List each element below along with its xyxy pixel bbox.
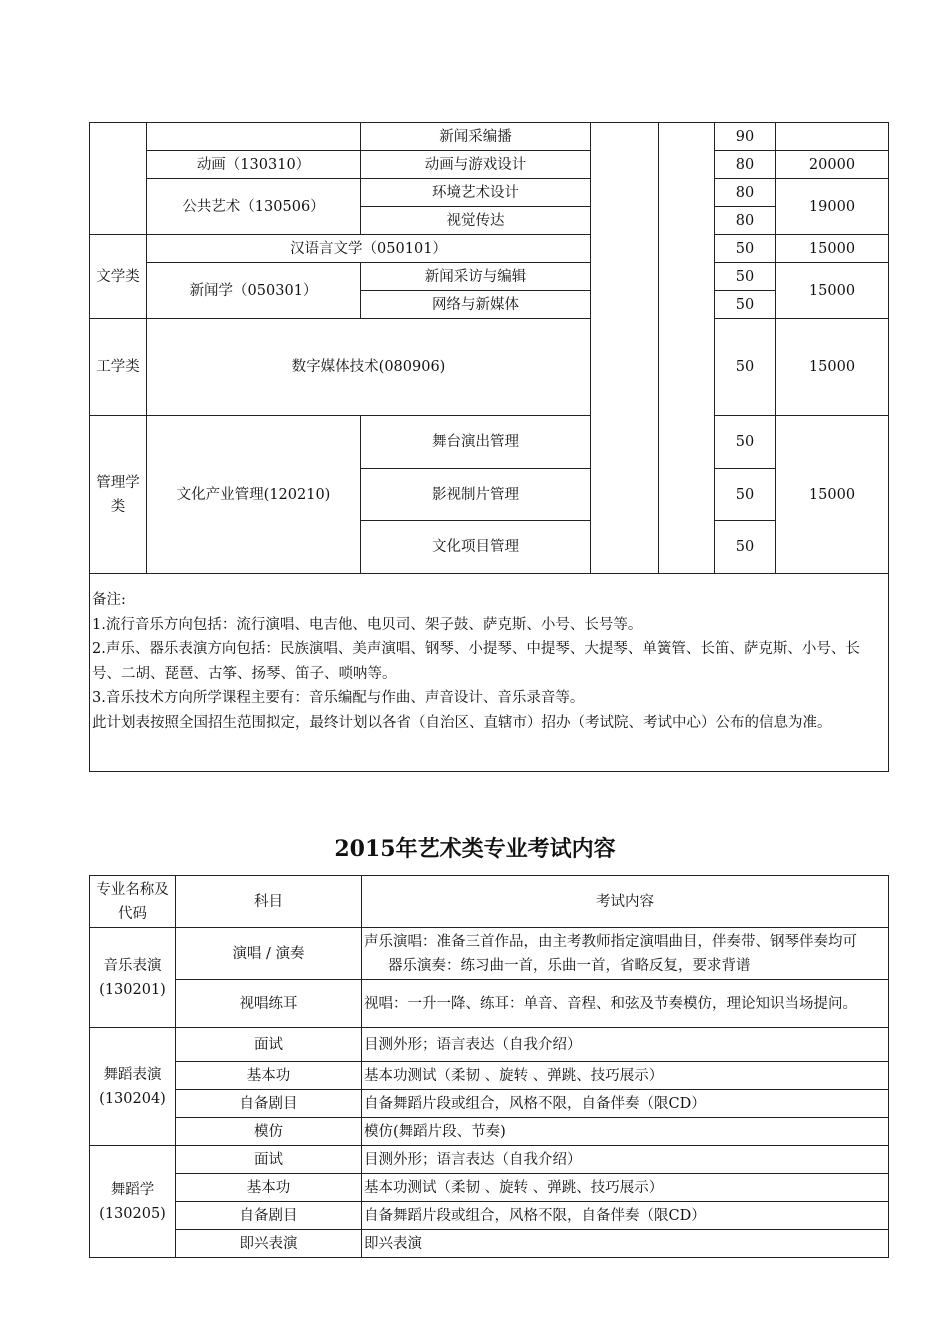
major-name: 舞蹈学: [110, 1181, 155, 1198]
notes-cell: [90, 574, 889, 772]
blank-column-cell: [591, 123, 659, 574]
fee-cell: 15000: [776, 235, 889, 263]
category-cell: 工学类: [90, 319, 147, 416]
major-cell: 公共艺术（130506）: [147, 179, 361, 235]
table-row: [90, 235, 889, 263]
content-cell: 自备舞蹈片段或组合，风格不限，自备伴奏（限CD）: [362, 1202, 889, 1230]
subject-cell: 模仿: [176, 1118, 362, 1146]
table-row: [90, 1230, 889, 1258]
quota-cell: 50: [715, 521, 776, 574]
fee-cell: 15000: [776, 416, 889, 574]
table-row: [90, 416, 889, 469]
subject-cell: 视唱练耳: [176, 980, 362, 1028]
direction-cell: 动画与游戏设计: [361, 151, 591, 179]
direction-cell: 文化项目管理: [361, 521, 591, 574]
subject-cell: 基本功: [176, 1062, 362, 1090]
table-row: [90, 1146, 889, 1174]
content-cell: 自备舞蹈片段或组合，风格不限，自备伴奏（限CD）: [362, 1090, 889, 1118]
notes-row: [90, 574, 889, 772]
table-row: [90, 1174, 889, 1202]
table-row: [90, 1090, 889, 1118]
table-row: [90, 1062, 889, 1090]
fee-cell: 20000: [776, 151, 889, 179]
content-cell: 目测外形；语言表达（自我介绍）: [362, 1146, 889, 1174]
category-cell: 管理学类: [90, 416, 147, 574]
content-cell: 基本功测试（柔韧 、旋转 、弹跳、技巧展示）: [362, 1062, 889, 1090]
subject-cell: 自备剧目: [176, 1090, 362, 1118]
quota-cell: 90: [715, 123, 776, 151]
quota-cell: 50: [715, 263, 776, 291]
content-cell: 即兴表演: [362, 1230, 889, 1258]
content-cell: 目测外形；语言表达（自我介绍）: [362, 1028, 889, 1062]
direction-cell: 舞台演出管理: [361, 416, 591, 469]
table-header-row: [90, 876, 889, 928]
content-text: 器乐演奏：练习曲一首，乐曲一首，省略反复，要求背谱: [388, 957, 751, 974]
category-cell: [90, 123, 147, 235]
category-cell: 文学类: [90, 235, 147, 319]
direction-cell: 新闻采编播: [361, 123, 591, 151]
content-cell: [362, 928, 889, 980]
direction-cell: 环境艺术设计: [361, 179, 591, 207]
table-row: [90, 151, 889, 179]
table-row: [90, 1028, 889, 1062]
quota-cell: 80: [715, 207, 776, 235]
content-cell: 基本功测试（柔韧 、旋转 、弹跳、技巧展示）: [362, 1174, 889, 1202]
blank-column-cell: [659, 123, 715, 574]
table-row: [90, 319, 889, 416]
major-cell: 文化产业管理(120210): [147, 416, 361, 574]
fee-cell: 15000: [776, 319, 889, 416]
subject-cell: 面试: [176, 1028, 362, 1062]
quota-cell: 50: [715, 291, 776, 319]
major-cell: [90, 1146, 176, 1258]
direction-cell: 视觉传达: [361, 207, 591, 235]
notes-heading: 备注:: [92, 592, 126, 608]
subject-cell: 自备剧目: [176, 1202, 362, 1230]
major-name: 舞蹈表演: [103, 1066, 162, 1083]
direction-cell: 网络与新媒体: [361, 291, 591, 319]
column-header: 考试内容: [362, 876, 889, 928]
note-item: 1.流行音乐方向包括：流行演唱、电吉他、电贝司、架子鼓、萨克斯、小号、长号等。: [92, 616, 643, 633]
fee-cell: 15000: [776, 263, 889, 319]
quota-cell: 50: [715, 235, 776, 263]
column-header: 专业名称及代码: [90, 876, 176, 928]
table-row: [90, 263, 889, 291]
major-cell: 数字媒体技术(080906): [147, 319, 591, 416]
major-cell: [90, 928, 176, 1028]
column-header: 科目: [176, 876, 362, 928]
major-cell: [147, 123, 361, 151]
fee-cell: 19000: [776, 179, 889, 235]
page-title: 2015年艺术类专业考试内容: [334, 836, 616, 862]
quota-cell: 80: [715, 179, 776, 207]
table-row: [90, 1202, 889, 1230]
subject-cell: 演唱 / 演奏: [176, 928, 362, 980]
exam-content-table: [89, 875, 889, 1258]
table-row: [90, 928, 889, 980]
major-code: (130205): [99, 1205, 166, 1222]
table-row: [90, 123, 889, 151]
content-text: 声乐演唱：准备三首作品，由主考教师指定演唱曲目，伴奏带、钢琴伴奏均可: [364, 933, 857, 950]
content-cell: 模仿(舞蹈片段、节奏): [362, 1118, 889, 1146]
quota-cell: 50: [715, 416, 776, 469]
quota-cell: 50: [715, 319, 776, 416]
quota-cell: 80: [715, 151, 776, 179]
direction-cell: 新闻采访与编辑: [361, 263, 591, 291]
enrollment-plan-table: [89, 122, 889, 772]
major-cell: 动画（130310）: [147, 151, 361, 179]
major-cell: 新闻学（050301）: [147, 263, 361, 319]
major-code: (130201): [99, 981, 166, 998]
major-code: (130204): [99, 1090, 166, 1107]
note-item: 2.声乐、器乐表演方向包括：民族演唱、美声演唱、钢琴、小提琴、中提琴、大提琴、单簧管、长笛、萨克斯、小号、长号、二胡、琵琶、古筝、扬琴、笛子、唢呐等。: [92, 641, 860, 682]
subject-cell: 面试: [176, 1146, 362, 1174]
table-row: [90, 980, 889, 1028]
table-row: [90, 1118, 889, 1146]
table-row: [90, 179, 889, 207]
subject-cell: 基本功: [176, 1174, 362, 1202]
fee-cell: [776, 123, 889, 151]
direction-cell: 影视制片管理: [361, 469, 591, 521]
subject-cell: 即兴表演: [176, 1230, 362, 1258]
quota-cell: 50: [715, 469, 776, 521]
major-cell: 汉语言文学（050101）: [147, 235, 591, 263]
major-cell: [90, 1028, 176, 1146]
note-item: 3.音乐技术方向所学课程主要有：音乐编配与作曲、声音设计、音乐录音等。: [92, 690, 585, 706]
note-item: 此计划表按照全国招生范围拟定，最终计划以各省（自治区、直辖市）招办（考试院、考试中心）公布的信息为准。: [92, 714, 832, 731]
major-name: 音乐表演: [103, 957, 162, 974]
content-cell: 视唱：一升一降、练耳：单音、音程、和弦及节奏模仿，理论知识当场提问。: [362, 980, 889, 1028]
